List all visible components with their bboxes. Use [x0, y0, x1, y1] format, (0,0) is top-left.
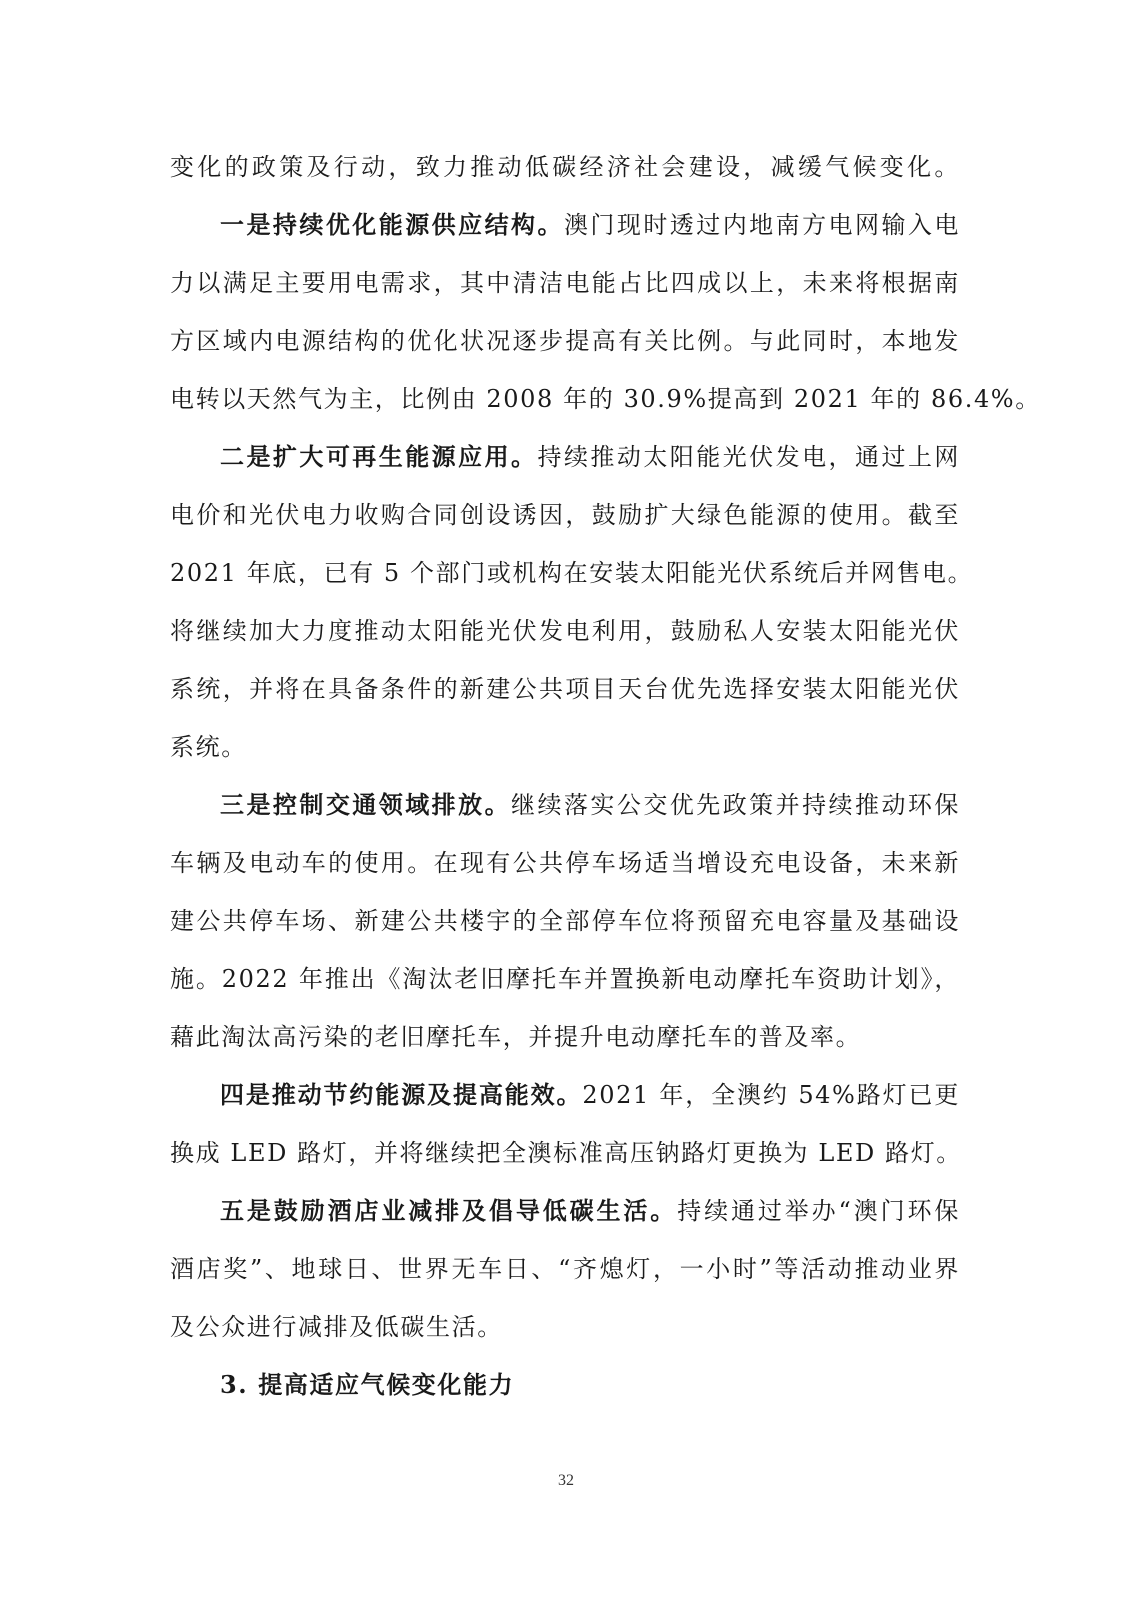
paragraph-lead: 二是扩大可再生能源应用。 — [220, 442, 538, 471]
page-number: 32 — [558, 1472, 574, 1489]
paragraph-line: 力以满足主要用电需求，其中清洁电能占比四成以上，未来将根据南 — [170, 269, 960, 297]
paragraph-line: 藉此淘汰高污染的老旧摩托车，并提升电动摩托车的普及率。 — [170, 1023, 862, 1051]
paragraph-line: 变化的政策及行动，致力推动低碳经济社会建设，减缓气候变化。 — [170, 153, 960, 181]
paragraph-line: 及公众进行减排及低碳生活。 — [170, 1313, 503, 1341]
paragraph-line: 施。2022 年推出《淘汰老旧摩托车并置换新电动摩托车资助计划》， — [170, 965, 960, 993]
paragraph-line: 电价和光伏电力收购合同创设诱因，鼓励扩大绿色能源的使用。截至 — [170, 501, 960, 529]
paragraph-first-line — [170, 196, 960, 254]
paragraph-line: 电转以天然气为主，比例由 2008 年的 30.9%提高到 2021 年的 86.4%。 — [170, 385, 1041, 413]
paragraph-line: 换成 LED 路灯，并将继续把全澳标准高压钠路灯更换为 LED 路灯。 — [170, 1139, 962, 1167]
paragraph-first-line — [170, 1182, 960, 1240]
paragraph-first-line — [170, 428, 960, 486]
paragraph-text: 2021 年，全澳约 54%路灯已更 — [582, 1081, 960, 1109]
paragraph-first-line — [170, 1066, 960, 1124]
paragraph-text: 继续落实公交优先政策并持续推动环保 — [511, 791, 960, 819]
paragraph-text: 持续推动太阳能光伏发电，通过上网 — [537, 443, 960, 471]
paragraph-line: 车辆及电动车的使用。在现有公共停车场适当增设充电设备，未来新 — [170, 849, 960, 877]
paragraph-line: 将继续加大力度推动太阳能光伏发电利用，鼓励私人安装太阳能光伏 — [170, 617, 960, 645]
paragraph-line: 方区域内电源结构的优化状况逐步提高有关比例。与此同时，本地发 — [170, 327, 960, 355]
paragraph-line: 建公共停车场、新建公共楼宇的全部停车位将预留充电容量及基础设 — [170, 907, 960, 935]
section-heading: 3. 提高适应气候变化能力 — [220, 1370, 515, 1399]
paragraph-line: 酒店奖”、地球日、世界无车日、“齐熄灯，一小时”等活动推动业界 — [170, 1255, 960, 1283]
paragraph-line: 系统。 — [170, 733, 247, 761]
body-text — [170, 138, 1041, 1414]
paragraph-text: 澳门现时透过内地南方电网输入电 — [563, 211, 960, 239]
paragraph-lead: 四是推动节约能源及提高能效。 — [220, 1080, 583, 1109]
paragraph-lead: 一是持续优化能源供应结构。 — [220, 210, 564, 239]
paragraph-first-line — [170, 776, 960, 834]
paragraph-line: 2021 年底，已有 5 个部门或机构在安装太阳能光伏系统后并网售电。 — [170, 559, 974, 587]
paragraph-lead: 三是控制交通领域排放。 — [220, 790, 512, 819]
paragraph-line: 系统，并将在具备条件的新建公共项目天台优先选择安装太阳能光伏 — [170, 675, 960, 703]
paragraph-lead: 五是鼓励酒店业减排及倡导低碳生活。 — [220, 1196, 678, 1225]
paragraph-text: 持续通过举办“澳门环保 — [677, 1197, 960, 1225]
